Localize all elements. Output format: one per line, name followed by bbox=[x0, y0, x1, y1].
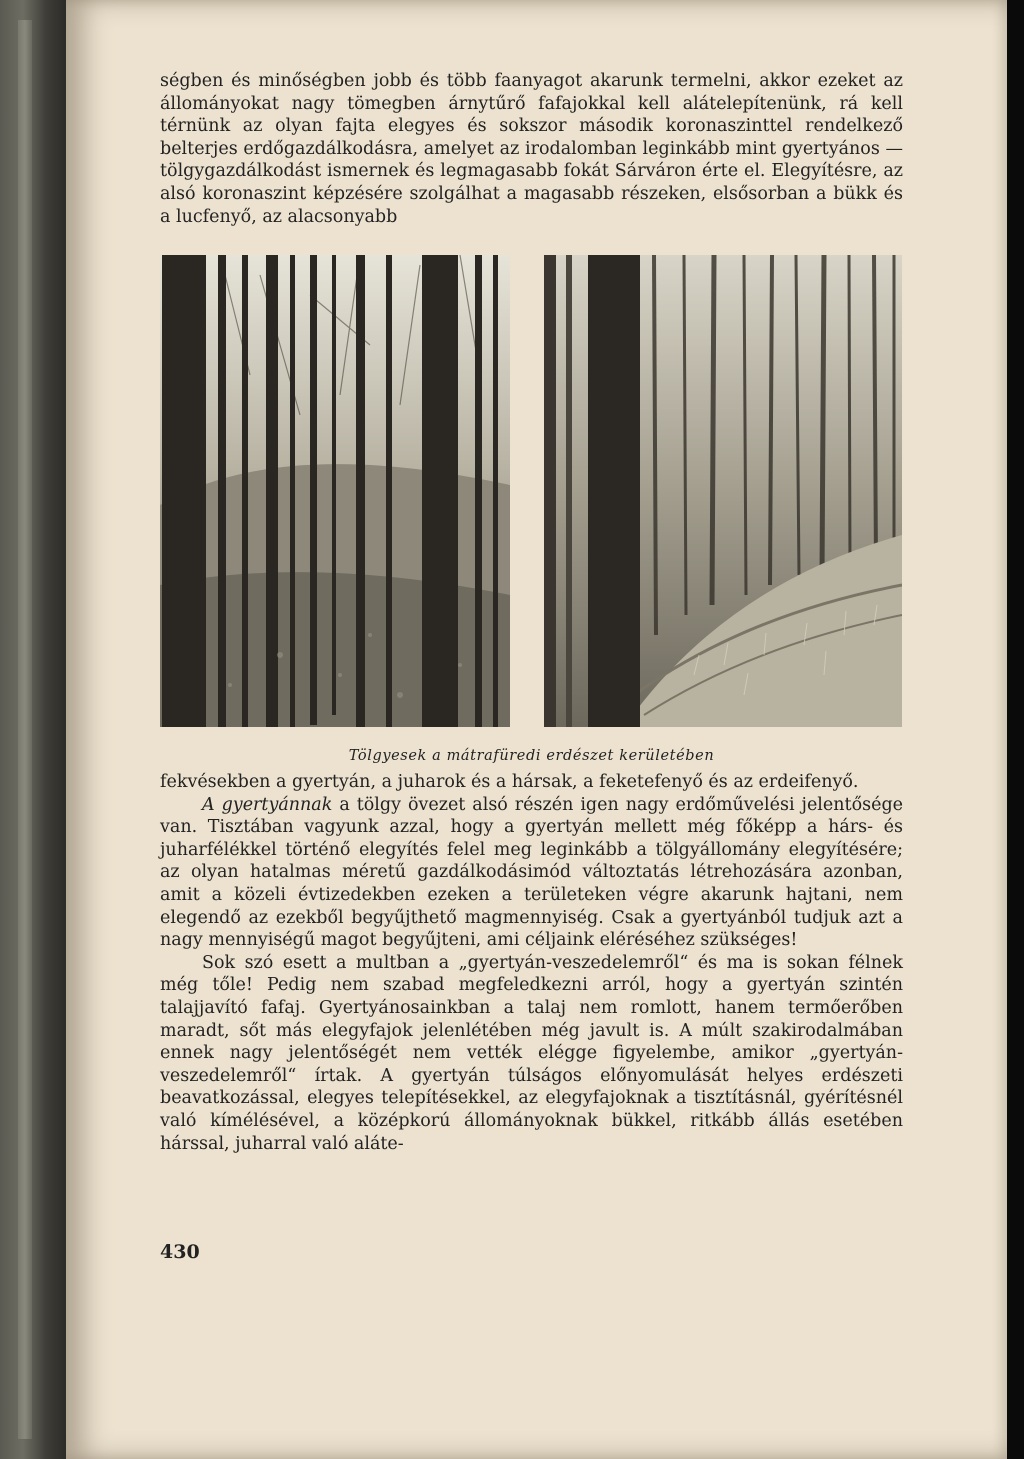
paragraph-continuation: fekvésekben a gyertyán, a juharok és a hársak, a feketefenyő és az erdeifenyő. bbox=[160, 772, 859, 792]
paragraph bbox=[160, 794, 903, 952]
paragraph: ségben és minőségben jobb és több faanyagot akarunk termelni, akkor ezeket az állományokat nagy tömegben árnytűrő fafajokkal kell alátelepítenünk, rá kell térnünk az olyan fajta elegyes és sokszor második koronaszinttel rendelkező belterjes erdőgazdálkodásra, amelyet az irodalomban leginkább mint gyertyános — tölgygazdálkodást ismernek és legmagasabb fokát Sárváron érte el. Elegyítésre, az alsó koronaszint képzésére szolgálhat a magasabb részeken, elsősorban a bükk és a lucfenyő, az alacsonyabb bbox=[160, 71, 903, 227]
body-text-top bbox=[160, 70, 903, 228]
book-page bbox=[66, 0, 1007, 1459]
book-binding bbox=[0, 0, 66, 1459]
paragraph: Sok szó esett a multban a „gyertyán-veszedelemről“ és ma is sokan félnek még tőle! Pedig nem szabad megfeledkezni arról, hogy a gyertyán szintén talajjavító fafaj. Gyertyánosainkban a talaj nem romlott, hanem termőerőben maradt, sőt más elegyfajok jelenlétében még javult is. A múlt szakirodalmában ennek nagy jelentőségét nem vették elégge figyelembe, amikor „gyertyán-veszedelemről“ írtak. A gyertyán túlságos előnyomulását helyes erdészeti beavatkozással, elegyes telepítésekkel, az elegyfajoknak a tisztításnál, gyérítésnél való kímélésével, a középkorú állományoknak bükkel, ritkább állás esetében hárssal, juharral való aláte- bbox=[160, 952, 903, 1154]
oak-forest-photo-right bbox=[544, 255, 902, 727]
body-text-bottom bbox=[160, 771, 903, 1155]
page-number: 430 bbox=[160, 1241, 200, 1263]
paragraph-text: a tölgy övezet alsó részén igen nagy erdőművelési jelentősége van. Tisztában vagyunk azzal, hogy a gyertyán mellett még főképp a hárs- és juharfélékkel történő elegyítés felel meg leginkább a tölgyállomány elegyítésére; az olyan hatalmas méretű gazdálkodásimód változtatás létrehozására azonban, amit a közeli évtizedekben ezeken a területeken végre akarunk hajtani, nem elegendő az ezekből begyűjthető magmennyiség. Csak a gyertyánból tudjuk azt a nagy mennyiségű magot begyűjteni, ami céljaink eléréséhez szükséges! bbox=[160, 794, 903, 951]
page-edge bbox=[1007, 0, 1024, 1459]
photo-caption: Tölgyesek a mátrafüredi erdészet kerületében bbox=[348, 748, 715, 764]
oak-forest-photo-left bbox=[160, 255, 510, 727]
italic-term: A gyertyánnak bbox=[202, 794, 333, 815]
